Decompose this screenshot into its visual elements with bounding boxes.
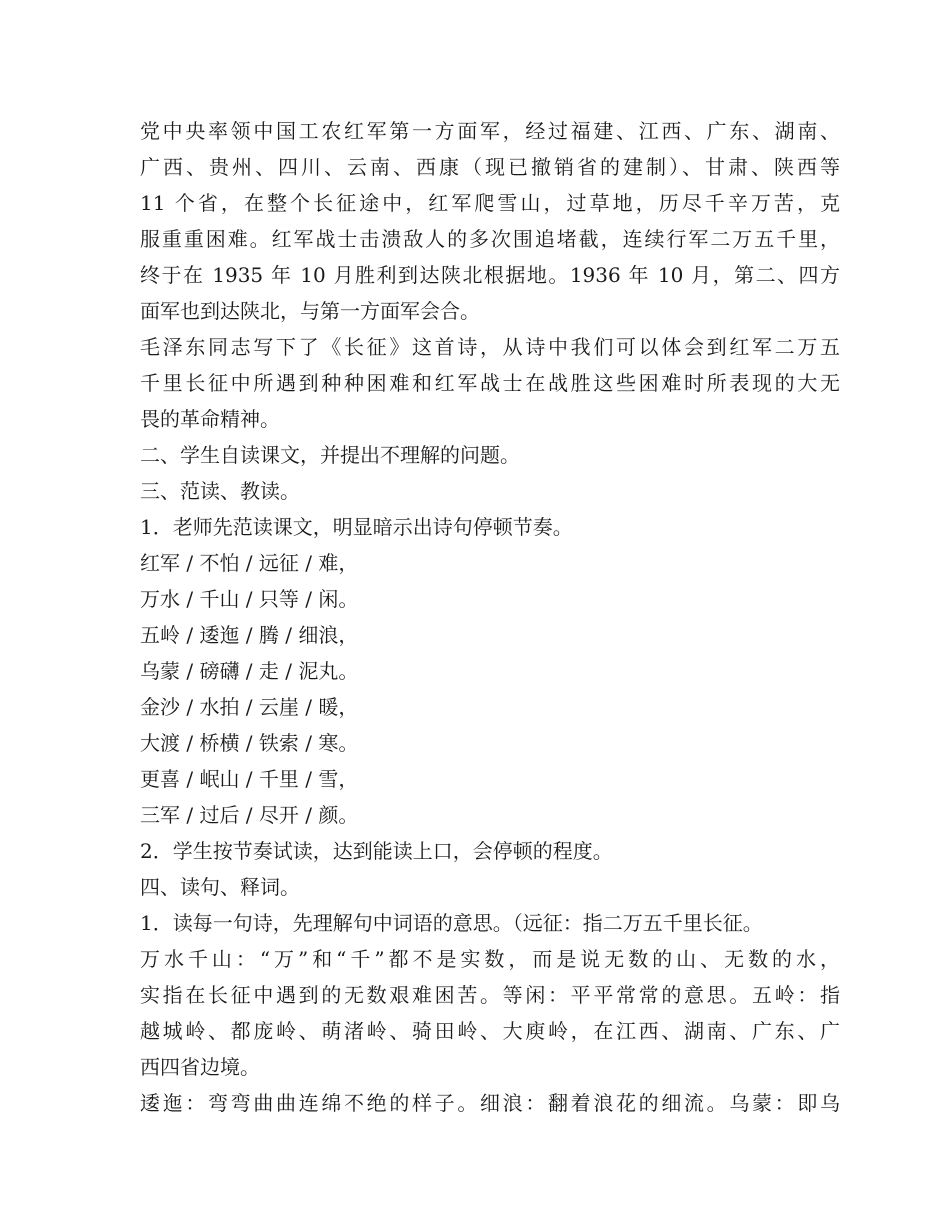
text-line: 千里长征中所遇到种种困难和红军战士在战胜这些困难时所表现的大无: [140, 371, 840, 395]
poem-line: 红军 / 不怕 / 远征 / 难，: [140, 551, 359, 575]
text-line: 万水千山：“万”和“千”都不是实数，而是说无数的山、无数的水，: [140, 947, 840, 971]
text-line: 2．学生按节奏试读，达到能读上口，会停顿的程度。: [140, 839, 613, 863]
text-line: 11 个省，在整个长征途中，红军爬雪山，过草地，历尽千辛万苦，克: [140, 191, 840, 215]
text-line: 1．读每一句诗，先理解句中词语的意思。（远征：指二万五千里长征。: [140, 911, 763, 935]
text-line: 毛泽东同志写下了《长征》这首诗，从诗中我们可以体会到红军二万五: [140, 335, 840, 359]
text-line: 西四省边境。: [140, 1055, 260, 1079]
text-line: 终于在 1935 年 10 月胜利到达陕北根据地。1936 年 10 月，第二、四方: [140, 263, 840, 287]
poem-line: 万水 / 千山 / 只等 / 闲。: [140, 587, 359, 611]
poem-line: 乌蒙 / 磅礴 / 走 / 泥丸。: [140, 659, 359, 683]
section-heading: 三、范读、教读。: [140, 479, 300, 503]
poem-line: 五岭 / 逶迤 / 腾 / 细浪，: [140, 623, 359, 647]
text-line: 党中央率领中国工农红军第一方面军，经过福建、江西、广东、湖南、: [140, 119, 840, 143]
poem-line: 金沙 / 水拍 / 云崖 / 暖，: [140, 695, 359, 719]
poem-line: 更喜 / 岷山 / 千里 / 雪，: [140, 767, 359, 791]
text-line: 逶迤：弯弯曲曲连绵不绝的样子。细浪：翻着浪花的细流。乌蒙：即乌: [140, 1091, 840, 1115]
poem-line: 三军 / 过后 / 尽开 / 颜。: [140, 803, 359, 827]
text-line: 实指在长征中遇到的无数艰难困苦。等闲：平平常常的意思。五岭：指: [140, 983, 840, 1007]
text-line: 越城岭、都庞岭、萌渚岭、骑田岭、大庾岭，在江西、湖南、广东、广: [140, 1019, 840, 1043]
text-line: 1．老师先范读课文，明显暗示出诗句停顿节奏。: [140, 515, 573, 539]
text-line: 畏的革命精神。: [140, 407, 280, 431]
section-heading: 四、读句、释词。: [140, 875, 300, 899]
text-line: 广西、贵州、四川、云南、西康（现已撤销省的建制）、甘肃、陕西等: [140, 155, 840, 179]
section-heading: 二、学生自读课文，并提出不理解的问题。: [140, 443, 520, 467]
text-line: 面军也到达陕北，与第一方面军会合。: [140, 299, 480, 323]
text-line: 服重重困难。红军战士击溃敌人的多次围追堵截，连续行军二万五千里，: [140, 227, 840, 251]
poem-line: 大渡 / 桥横 / 铁索 / 寒。: [140, 731, 359, 755]
document-body: [140, 113, 840, 1121]
